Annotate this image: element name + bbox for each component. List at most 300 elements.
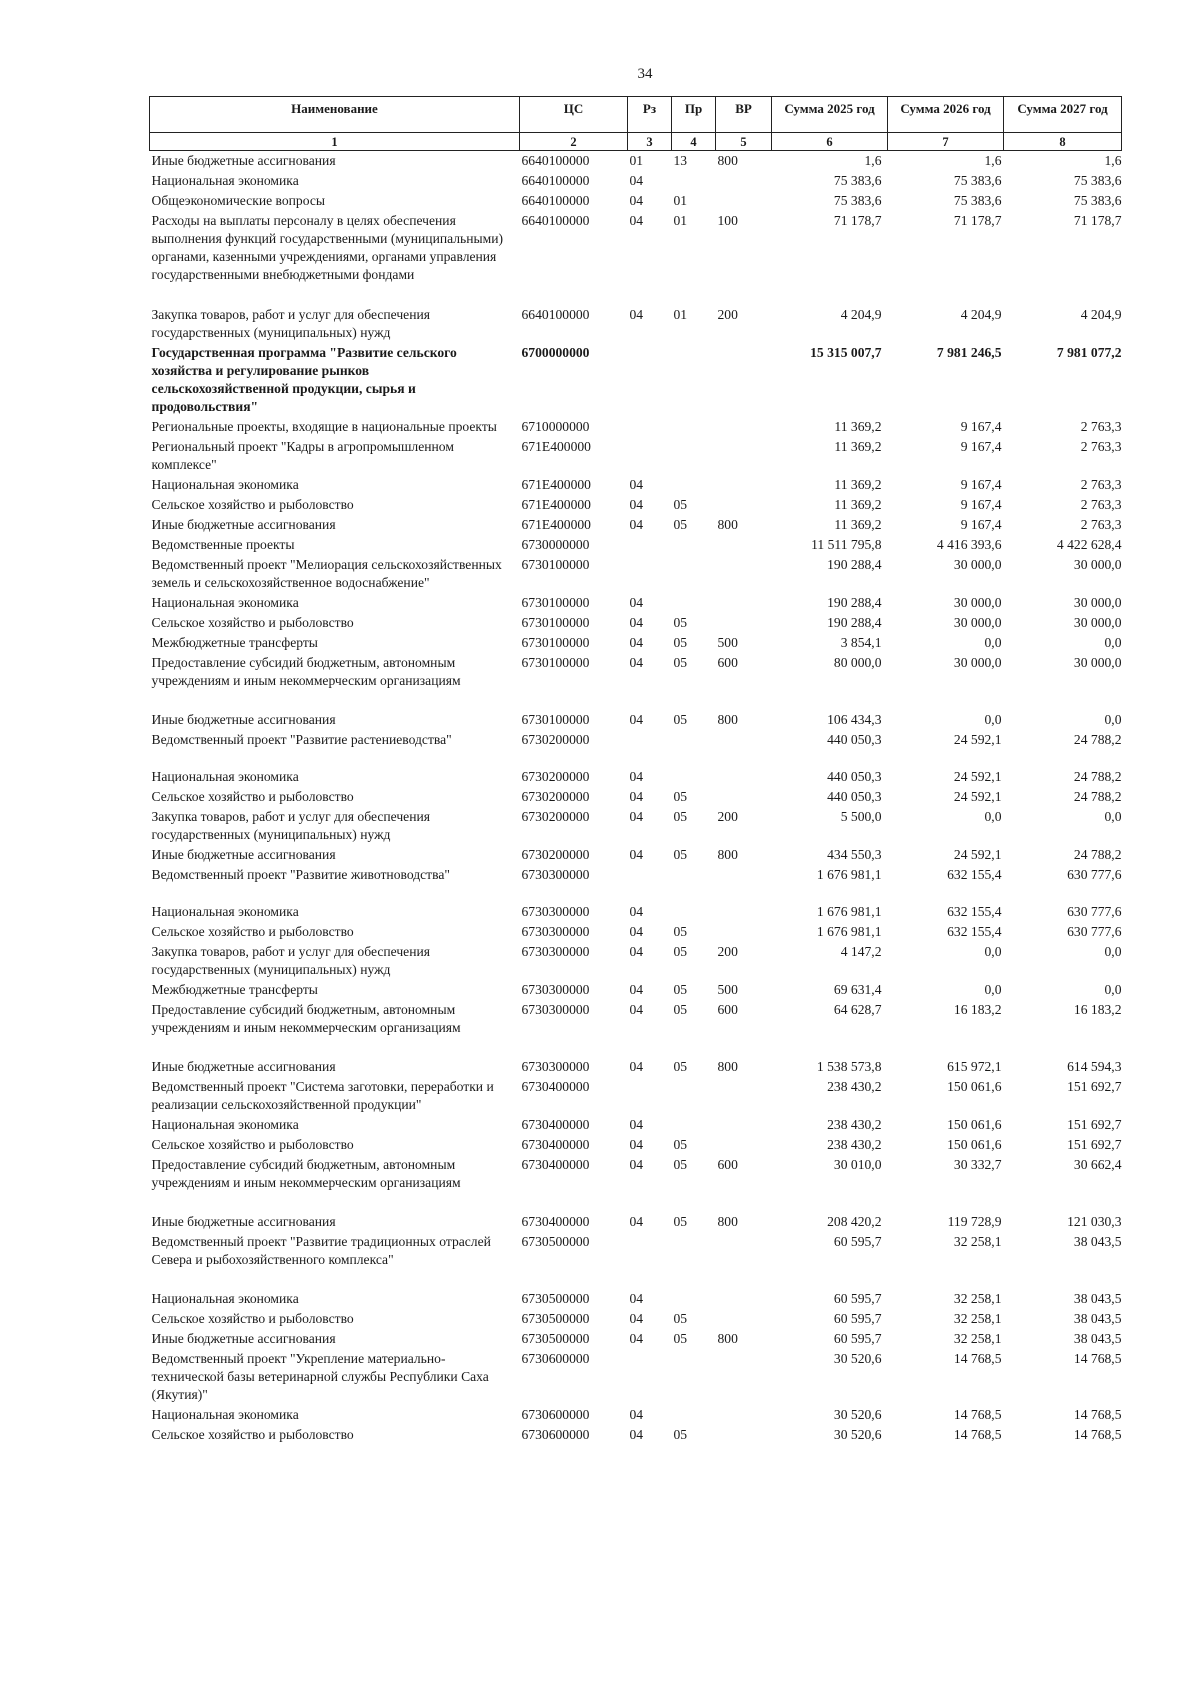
cell-rz: 04: [629, 1427, 644, 1442]
cell-sum-2027: 14 768,5: [1073, 1427, 1122, 1442]
cell-vr: [716, 787, 772, 807]
cell-rz: 04: [629, 1291, 644, 1306]
table-row: [150, 807, 1122, 845]
cell-cs: 6730600000: [521, 1351, 590, 1366]
cell-sum-2027: 0,0: [1104, 809, 1122, 824]
cell-cs: 6710000000: [521, 419, 590, 434]
cell-name: Ведомственные проекты: [151, 537, 295, 552]
cell-sum-2027: 38 043,5: [1073, 1331, 1122, 1346]
cell-sum-2025: 1 676 981,1: [816, 904, 882, 919]
cell-vr: 600: [717, 655, 738, 670]
cell-pr: 05: [673, 924, 688, 939]
cell-sum-2027: 630 777,6: [1067, 867, 1122, 882]
cell-vr: [716, 902, 772, 922]
cell-pr: 05: [673, 615, 688, 630]
cell-vr: [716, 865, 772, 902]
cell-sum-2026: 0,0: [984, 944, 1002, 959]
cell-cs: 6730400000: [521, 1117, 590, 1132]
cell-name: Национальная экономика: [151, 904, 299, 919]
cell-sum-2027: 121 030,3: [1067, 1214, 1122, 1229]
cell-cs: 671E400000: [521, 439, 591, 454]
cell-rz: [628, 343, 672, 417]
cell-sum-2025: 30 520,6: [833, 1427, 882, 1442]
cell-vr: [716, 1077, 772, 1115]
table-row: [150, 710, 1122, 730]
cell-sum-2025: 440 050,3: [827, 769, 882, 784]
cell-vr: 500: [717, 982, 738, 997]
cell-sum-2027: 24 788,2: [1073, 732, 1122, 747]
cell-rz: 04: [629, 655, 644, 670]
cell-sum-2027: 0,0: [1104, 712, 1122, 727]
cell-sum-2025: 1 538 573,8: [816, 1059, 882, 1074]
cell-rz: [628, 865, 672, 902]
cell-cs: 6640100000: [521, 213, 590, 228]
cell-pr: [672, 767, 716, 787]
cell-cs: 6730100000: [521, 595, 590, 610]
cell-name: Региональные проекты, входящие в национальные проекты: [151, 419, 497, 434]
cell-sum-2027: 30 000,0: [1073, 557, 1122, 572]
cell-pr: [672, 535, 716, 555]
cell-sum-2027: 2 763,3: [1080, 439, 1122, 454]
cell-pr: 05: [673, 1059, 688, 1074]
cell-name: Иные бюджетные ассигнования: [151, 1059, 336, 1074]
cell-name: Иные бюджетные ассигнования: [151, 153, 336, 168]
cell-pr: 05: [673, 712, 688, 727]
cell-sum-2025: 440 050,3: [827, 789, 882, 804]
cell-vr: 600: [717, 1002, 738, 1017]
cell-sum-2026: 24 592,1: [953, 847, 1002, 862]
cell-sum-2027: 75 383,6: [1073, 193, 1122, 208]
cell-rz: 04: [629, 615, 644, 630]
cell-rz: 04: [629, 595, 644, 610]
cell-sum-2025: 434 550,3: [827, 847, 882, 862]
cell-rz: 04: [629, 307, 644, 322]
cell-vr: [716, 555, 772, 593]
cell-sum-2026: 71 178,7: [953, 213, 1002, 228]
cell-sum-2026: 14 768,5: [953, 1427, 1002, 1442]
cell-vr: 800: [717, 1331, 738, 1346]
table-row: [150, 653, 1122, 710]
cell-pr: 05: [673, 497, 688, 512]
cell-name: Закупка товаров, работ и услуг для обеспечения государственных (муниципальных) нужд: [151, 944, 430, 977]
cell-sum-2026: 150 061,6: [947, 1137, 1002, 1152]
cell-sum-2025: 15 315 007,7: [810, 345, 882, 360]
cell-vr: [716, 1309, 772, 1329]
cell-name: Национальная экономика: [151, 173, 299, 188]
cell-cs: 6730100000: [521, 655, 590, 670]
cell-sum-2025: 4 204,9: [840, 307, 882, 322]
cell-cs: 6730100000: [521, 615, 590, 630]
cell-cs: 671E400000: [521, 497, 591, 512]
table-row: [150, 417, 1122, 437]
cell-sum-2025: 69 631,4: [833, 982, 882, 997]
table-row: [150, 787, 1122, 807]
cell-rz: 04: [629, 1002, 644, 1017]
cell-pr: [672, 1115, 716, 1135]
table-row: [150, 767, 1122, 787]
cell-sum-2026: 0,0: [984, 982, 1002, 997]
cell-vr: [716, 1115, 772, 1135]
table-row: [150, 845, 1122, 865]
table-row: [150, 902, 1122, 922]
cell-vr: 800: [717, 517, 738, 532]
cell-sum-2026: 30 000,0: [953, 595, 1002, 610]
cell-cs: 6730500000: [521, 1291, 590, 1306]
column-number: 5: [716, 133, 772, 151]
cell-pr: 01: [673, 193, 688, 208]
cell-rz: [628, 1232, 672, 1289]
cell-vr: [716, 613, 772, 633]
cell-sum-2027: 24 788,2: [1073, 769, 1122, 784]
cell-sum-2025: 75 383,6: [833, 193, 882, 208]
table-row: [150, 1077, 1122, 1115]
cell-vr: 200: [717, 307, 738, 322]
table-row: [150, 730, 1122, 767]
cell-cs: 6730300000: [521, 1002, 590, 1017]
cell-rz: [628, 535, 672, 555]
cell-cs: 6640100000: [521, 173, 590, 188]
cell-sum-2027: 38 043,5: [1073, 1311, 1122, 1326]
cell-rz: 04: [629, 1157, 644, 1172]
cell-sum-2027: 7 981 077,2: [1056, 345, 1122, 360]
cell-name: Сельское хозяйство и рыболовство: [151, 1427, 354, 1442]
table-header: [150, 97, 1122, 151]
cell-vr: [716, 1289, 772, 1309]
cell-rz: [628, 730, 672, 767]
cell-cs: 6640100000: [521, 153, 590, 168]
cell-sum-2025: 11 369,2: [834, 497, 882, 512]
cell-sum-2025: 1,6: [864, 153, 882, 168]
table-row: [150, 343, 1122, 417]
cell-sum-2027: 30 000,0: [1073, 595, 1122, 610]
cell-name: Сельское хозяйство и рыболовство: [151, 1137, 354, 1152]
cell-vr: 200: [717, 809, 738, 824]
cell-cs: 6730400000: [521, 1137, 590, 1152]
cell-sum-2027: 151 692,7: [1067, 1117, 1122, 1132]
cell-sum-2025: 208 420,2: [827, 1214, 882, 1229]
cell-rz: 04: [629, 904, 644, 919]
cell-sum-2025: 106 434,3: [827, 712, 882, 727]
cell-name: Закупка товаров, работ и услуг для обеспечения государственных (муниципальных) нужд: [151, 809, 430, 842]
cell-sum-2026: 1,6: [984, 153, 1002, 168]
cell-sum-2026: 16 183,2: [953, 1002, 1002, 1017]
table-row: [150, 1405, 1122, 1425]
cell-name: Иные бюджетные ассигнования: [151, 1214, 336, 1229]
header-sum-2026: Сумма 2026 год: [888, 97, 1004, 133]
cell-sum-2027: 71 178,7: [1073, 213, 1122, 228]
table-row: [150, 1349, 1122, 1405]
cell-vr: 500: [717, 635, 738, 650]
cell-sum-2025: 1 676 981,1: [816, 924, 882, 939]
cell-name: Ведомственный проект "Развитие животноводства": [151, 867, 450, 882]
table-row: [150, 171, 1122, 191]
cell-sum-2025: 60 595,7: [833, 1331, 882, 1346]
cell-sum-2026: 4 204,9: [960, 307, 1002, 322]
cell-pr: 05: [673, 635, 688, 650]
cell-pr: 05: [673, 1137, 688, 1152]
cell-pr: [672, 902, 716, 922]
cell-sum-2027: 1,6: [1104, 153, 1122, 168]
cell-sum-2027: 0,0: [1104, 635, 1122, 650]
cell-name: Предоставление субсидий бюджетным, автономным учреждениям и иным некоммерческим организациям: [151, 1002, 461, 1035]
cell-cs: 6730300000: [521, 982, 590, 997]
cell-sum-2025: 30 520,6: [833, 1407, 882, 1422]
cell-rz: [628, 417, 672, 437]
cell-sum-2026: 615 972,1: [947, 1059, 1002, 1074]
cell-pr: [672, 171, 716, 191]
table-row: [150, 151, 1122, 172]
cell-vr: [716, 343, 772, 417]
table-row: [150, 633, 1122, 653]
cell-vr: [716, 191, 772, 211]
cell-cs: 6730200000: [521, 847, 590, 862]
cell-sum-2027: 2 763,3: [1080, 419, 1122, 434]
cell-sum-2027: 14 768,5: [1073, 1351, 1122, 1366]
cell-sum-2027: 38 043,5: [1073, 1234, 1122, 1249]
cell-sum-2025: 238 430,2: [827, 1079, 882, 1094]
cell-vr: [716, 767, 772, 787]
cell-name: Иные бюджетные ассигнования: [151, 712, 336, 727]
cell-sum-2026: 0,0: [984, 809, 1002, 824]
column-number: 2: [520, 133, 628, 151]
cell-sum-2026: 7 981 246,5: [936, 345, 1002, 360]
cell-sum-2027: 4 422 628,4: [1056, 537, 1122, 552]
cell-vr: 600: [717, 1157, 738, 1172]
header-vr: ВР: [716, 97, 772, 133]
cell-vr: 800: [717, 712, 738, 727]
cell-sum-2025: 190 288,4: [827, 557, 882, 572]
cell-cs: 671E400000: [521, 477, 591, 492]
cell-cs: 6730600000: [521, 1427, 590, 1442]
cell-name: Национальная экономика: [151, 477, 299, 492]
cell-sum-2027: 24 788,2: [1073, 847, 1122, 862]
cell-sum-2025: 30 010,0: [833, 1157, 882, 1172]
cell-sum-2026: 24 592,1: [953, 732, 1002, 747]
cell-pr: [672, 1232, 716, 1289]
cell-cs: 6730400000: [521, 1214, 590, 1229]
column-number: 4: [672, 133, 716, 151]
cell-sum-2025: 11 369,2: [834, 477, 882, 492]
cell-pr: 05: [673, 1157, 688, 1172]
cell-sum-2027: 75 383,6: [1073, 173, 1122, 188]
table-row: [150, 191, 1122, 211]
table-row: [150, 495, 1122, 515]
cell-sum-2027: 614 594,3: [1067, 1059, 1122, 1074]
cell-vr: [716, 1349, 772, 1405]
cell-pr: 05: [673, 655, 688, 670]
header-rz: Рз: [628, 97, 672, 133]
cell-cs: 6730200000: [521, 769, 590, 784]
cell-sum-2027: 2 763,3: [1080, 477, 1122, 492]
cell-vr: [716, 730, 772, 767]
cell-vr: 200: [717, 944, 738, 959]
cell-name: Межбюджетные трансферты: [151, 982, 318, 997]
cell-pr: 05: [673, 517, 688, 532]
cell-rz: 04: [629, 1214, 644, 1229]
cell-rz: [628, 1349, 672, 1405]
cell-sum-2025: 71 178,7: [833, 213, 882, 228]
cell-sum-2027: 2 763,3: [1080, 517, 1122, 532]
cell-pr: 05: [673, 1331, 688, 1346]
cell-sum-2025: 11 511 795,8: [811, 537, 882, 552]
cell-rz: 01: [629, 153, 644, 168]
cell-cs: 6730100000: [521, 557, 590, 572]
cell-rz: 04: [629, 1137, 644, 1152]
cell-sum-2026: 32 258,1: [953, 1234, 1002, 1249]
cell-vr: [716, 535, 772, 555]
table-row: [150, 942, 1122, 980]
cell-sum-2027: 630 777,6: [1067, 904, 1122, 919]
cell-name: Национальная экономика: [151, 595, 299, 610]
cell-name: Ведомственный проект "Система заготовки, переработки и реализации сельскохозяйственной продукции": [151, 1079, 494, 1112]
cell-sum-2027: 30 000,0: [1073, 655, 1122, 670]
cell-pr: 05: [673, 1427, 688, 1442]
cell-sum-2026: 0,0: [984, 635, 1002, 650]
cell-sum-2025: 238 430,2: [827, 1117, 882, 1132]
cell-sum-2026: 24 592,1: [953, 789, 1002, 804]
cell-sum-2026: 9 167,4: [960, 477, 1002, 492]
cell-name: Сельское хозяйство и рыболовство: [151, 789, 354, 804]
cell-sum-2026: 30 000,0: [953, 655, 1002, 670]
table-row: [150, 1000, 1122, 1057]
cell-sum-2026: 9 167,4: [960, 517, 1002, 532]
cell-sum-2027: 16 183,2: [1073, 1002, 1122, 1017]
cell-vr: 100: [717, 213, 738, 228]
column-number: 1: [150, 133, 520, 151]
table-row: [150, 1232, 1122, 1289]
cell-cs: 6730000000: [521, 537, 590, 552]
cell-cs: 6730300000: [521, 904, 590, 919]
table-row: [150, 535, 1122, 555]
cell-rz: 04: [629, 1117, 644, 1132]
cell-sum-2026: 150 061,6: [947, 1079, 1002, 1094]
cell-name: Национальная экономика: [151, 1291, 299, 1306]
cell-vr: [716, 1425, 772, 1445]
cell-sum-2025: 4 147,2: [840, 944, 882, 959]
cell-sum-2026: 150 061,6: [947, 1117, 1002, 1132]
cell-sum-2025: 238 430,2: [827, 1137, 882, 1152]
cell-rz: 04: [629, 517, 644, 532]
cell-name: Национальная экономика: [151, 769, 299, 784]
cell-vr: [716, 417, 772, 437]
cell-name: Государственная программа "Развитие сельского хозяйства и регулирование рынков сельскохозяйственной продукции, сырья и продовольствия": [151, 345, 457, 414]
table-row: [150, 865, 1122, 902]
cell-vr: [716, 1405, 772, 1425]
cell-rz: 04: [629, 712, 644, 727]
cell-cs: 6730500000: [521, 1234, 590, 1249]
cell-sum-2025: 5 500,0: [840, 809, 882, 824]
cell-pr: 01: [673, 213, 688, 228]
cell-rz: 04: [629, 193, 644, 208]
cell-sum-2026: 632 155,4: [947, 867, 1002, 882]
cell-vr: 800: [717, 1214, 738, 1229]
cell-rz: 04: [629, 173, 644, 188]
cell-sum-2025: 60 595,7: [833, 1291, 882, 1306]
cell-sum-2026: 32 258,1: [953, 1291, 1002, 1306]
cell-name: Иные бюджетные ассигнования: [151, 1331, 336, 1346]
cell-rz: 04: [629, 1407, 644, 1422]
cell-sum-2026: 119 728,9: [947, 1214, 1002, 1229]
cell-name: Ведомственный проект "Укрепление материально-технической базы ветеринарной службы Республики Саха (Якутия)": [151, 1351, 489, 1402]
cell-pr: 05: [673, 944, 688, 959]
cell-sum-2027: 2 763,3: [1080, 497, 1122, 512]
cell-cs: 6730300000: [521, 924, 590, 939]
cell-name: Общеэкономические вопросы: [151, 193, 326, 208]
cell-pr: 05: [673, 1214, 688, 1229]
cell-name: Ведомственный проект "Развитие растениеводства": [151, 732, 452, 747]
cell-cs: 671E400000: [521, 517, 591, 532]
cell-sum-2025: 11 369,2: [834, 517, 882, 532]
header-cs: ЦС: [520, 97, 628, 133]
table-body: [150, 151, 1122, 1446]
cell-pr: [672, 1077, 716, 1115]
cell-sum-2025: 190 288,4: [827, 615, 882, 630]
column-number: 7: [888, 133, 1004, 151]
table-row: [150, 613, 1122, 633]
table-row: [150, 305, 1122, 343]
cell-pr: [672, 593, 716, 613]
cell-name: Межбюджетные трансферты: [151, 635, 318, 650]
cell-rz: 04: [629, 789, 644, 804]
cell-sum-2026: 9 167,4: [960, 439, 1002, 454]
cell-sum-2027: 151 692,7: [1067, 1079, 1122, 1094]
cell-sum-2027: 14 768,5: [1073, 1407, 1122, 1422]
cell-sum-2027: 38 043,5: [1073, 1291, 1122, 1306]
cell-pr: 05: [673, 1002, 688, 1017]
table-row: [150, 1329, 1122, 1349]
cell-rz: 04: [629, 809, 644, 824]
cell-sum-2026: 14 768,5: [953, 1407, 1002, 1422]
cell-vr: [716, 437, 772, 475]
cell-rz: 04: [629, 1311, 644, 1326]
cell-rz: 04: [629, 769, 644, 784]
table-row: [150, 555, 1122, 593]
cell-cs: 6730100000: [521, 712, 590, 727]
cell-rz: 04: [629, 982, 644, 997]
cell-cs: 6730500000: [521, 1311, 590, 1326]
cell-sum-2026: 4 416 393,6: [936, 537, 1002, 552]
cell-cs: 6730400000: [521, 1157, 590, 1172]
cell-sum-2027: 151 692,7: [1067, 1137, 1122, 1152]
table-row: [150, 1212, 1122, 1232]
cell-sum-2027: 30 662,4: [1073, 1157, 1122, 1172]
cell-cs: 6730100000: [521, 635, 590, 650]
cell-sum-2027: 0,0: [1104, 982, 1122, 997]
cell-pr: 13: [673, 153, 688, 168]
cell-cs: 6730600000: [521, 1407, 590, 1422]
cell-vr: 800: [717, 1059, 738, 1074]
cell-cs: 6730200000: [521, 809, 590, 824]
cell-pr: 05: [673, 789, 688, 804]
cell-vr: [716, 171, 772, 191]
column-number: 6: [772, 133, 888, 151]
cell-pr: [672, 437, 716, 475]
cell-cs: 6730300000: [521, 867, 590, 882]
cell-cs: 6640100000: [521, 193, 590, 208]
cell-rz: [628, 555, 672, 593]
cell-rz: 04: [629, 944, 644, 959]
table-row: [150, 211, 1122, 305]
cell-sum-2025: 75 383,6: [833, 173, 882, 188]
cell-rz: 04: [629, 924, 644, 939]
cell-name: Расходы на выплаты персоналу в целях обеспечения выполнения функций государственными (муниципальными) органами, казенными учреждениями, органами управления государственными внебюджетными фондами: [151, 213, 504, 282]
cell-name: Предоставление субсидий бюджетным, автономным учреждениям и иным некоммерческим организациям: [151, 1157, 461, 1190]
cell-sum-2026: 632 155,4: [947, 904, 1002, 919]
table-row: [150, 437, 1122, 475]
cell-rz: 04: [629, 847, 644, 862]
cell-vr: 800: [717, 153, 738, 168]
cell-vr: [716, 495, 772, 515]
